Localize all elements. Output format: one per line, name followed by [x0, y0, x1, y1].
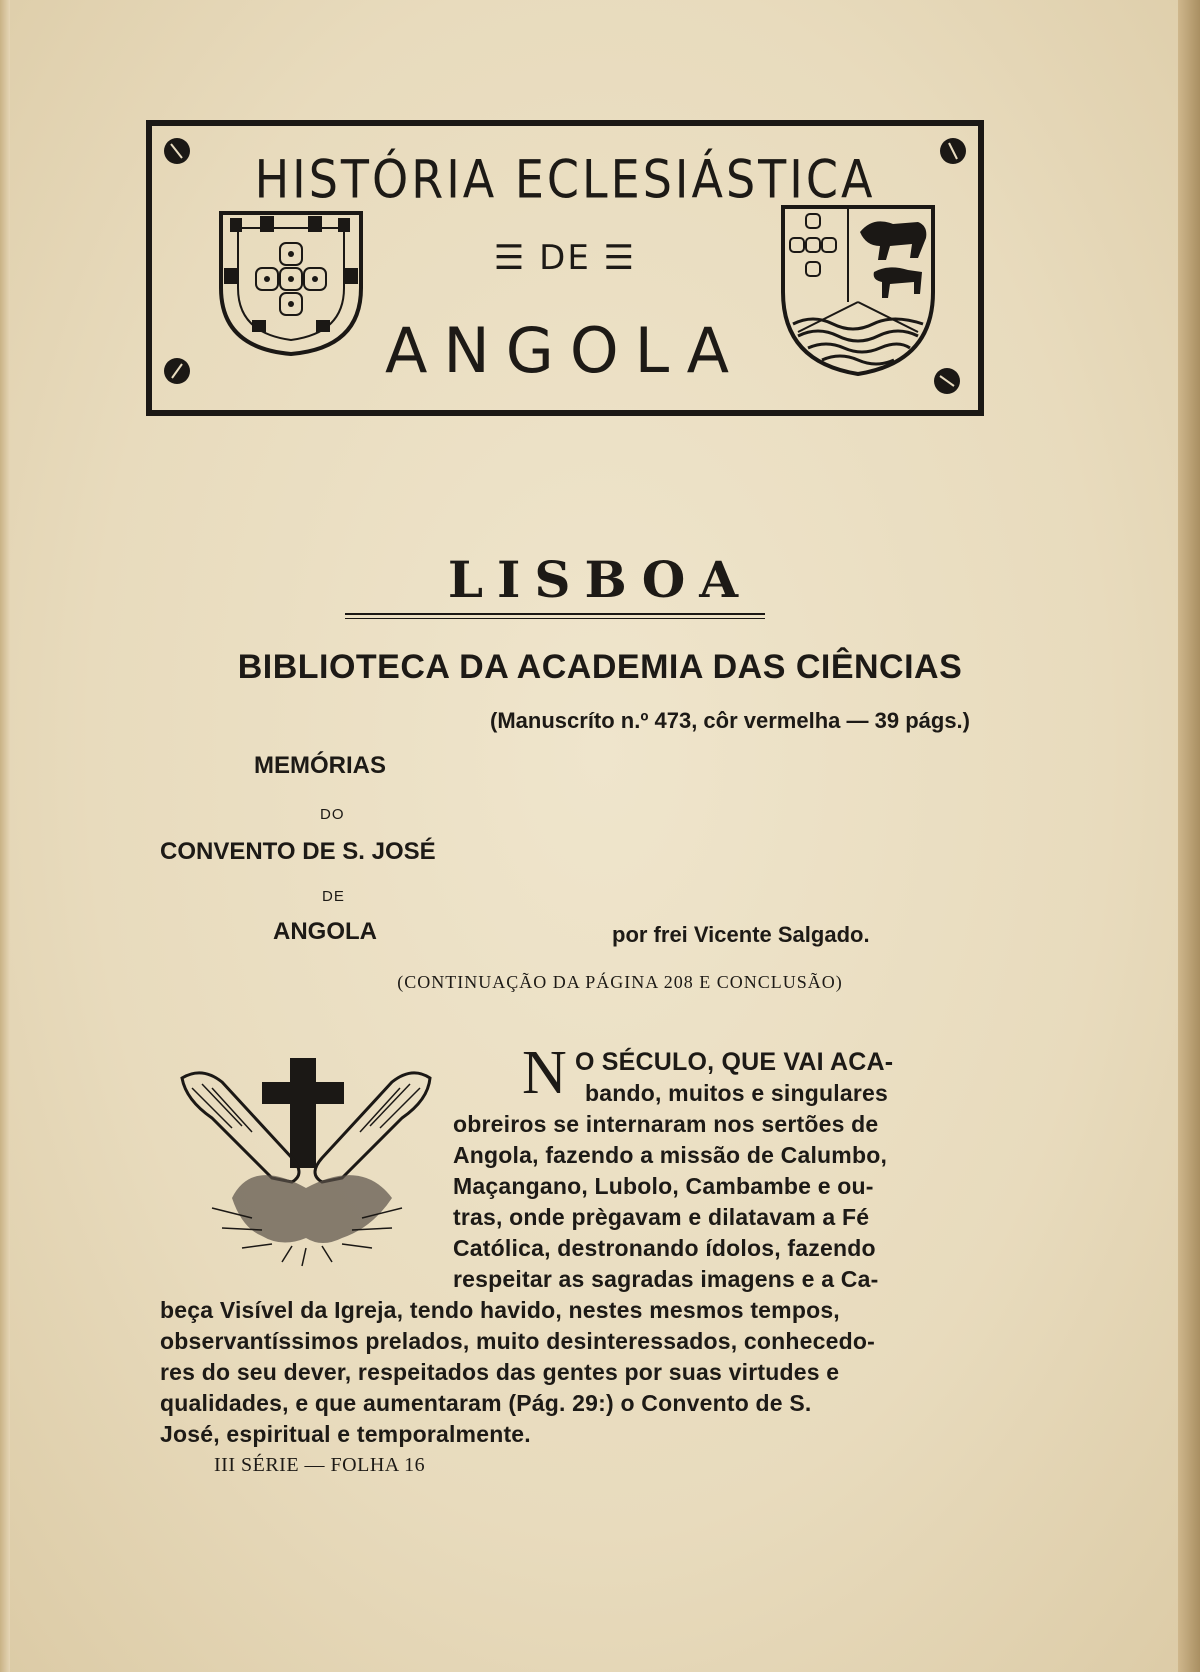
continuation-note: (CONTINUAÇÃO DA PÁGINA 208 E CONCLUSÃO)	[397, 972, 843, 992]
body-line: obreiros se internaram nos sertões de	[453, 1111, 879, 1137]
work-title-line-2: DO	[320, 806, 345, 823]
decorative-bars-icon: ☰	[590, 238, 637, 278]
header-de-text: DE	[539, 238, 591, 278]
work-title-line-4: DE	[322, 888, 345, 905]
page-edge-right	[1178, 0, 1200, 1672]
page-edge-left	[0, 0, 10, 1672]
divider	[345, 618, 765, 619]
header-banner	[146, 120, 984, 416]
cross-and-arms-illustration-icon	[172, 1048, 442, 1268]
drop-cap: N	[522, 1039, 567, 1107]
signature-mark: III SÉRIE — FOLHA 16	[214, 1454, 426, 1476]
manuscript-reference: (Manuscríto n.º 473, côr vermelha — 39 págs.)	[490, 708, 970, 733]
work-title-line-3: CONVENTO DE S. JOSÉ	[160, 838, 436, 865]
body-line: Católica, destronando ídolos, fazendo	[453, 1235, 876, 1261]
author-credit: por frei Vicente Salgado.	[612, 922, 870, 947]
city-title: LISBOA	[447, 550, 753, 609]
header-title-de	[152, 238, 978, 278]
body-line: José, espiritual e temporalmente.	[160, 1421, 531, 1447]
body-line: observantíssimos prelados, muito desinteressados, conhecedo-	[160, 1328, 875, 1354]
header-title-bottom: ANGOLA	[384, 314, 745, 387]
body-line: O SÉCULO, QUE VAI ACA-	[575, 1048, 894, 1076]
body-line: Maçangano, Lubolo, Cambambe e ou-	[453, 1173, 874, 1199]
body-line: Angola, fazendo a missão de Calumbo,	[453, 1142, 888, 1168]
body-line: res do seu dever, respeitados das gentes por suas virtudes e	[160, 1359, 840, 1385]
institution-heading: BIBLIOTECA DA ACADEMIA DAS CIÊNCIAS	[237, 648, 963, 686]
body-line: tras, onde prègavam e dilatavam a Fé	[453, 1204, 870, 1230]
body-line: respeitar as sagradas imagens e a Ca-	[453, 1266, 879, 1292]
body-line: bando, muitos e singulares	[585, 1080, 888, 1106]
body-line: qualidades, e que aumentaram (Pág. 29:) o Convento de S.	[160, 1390, 812, 1416]
divider	[345, 613, 765, 615]
work-title-line-5: ANGOLA	[273, 918, 377, 945]
work-title-line-1: MEMÓRIAS	[254, 752, 386, 779]
header-title-top: HISTÓRIA ECLESIÁSTICA	[254, 147, 876, 211]
body-line: beça Visível da Igreja, tendo havido, nestes mesmos tempos,	[160, 1297, 840, 1323]
decorative-bars-icon: ☰	[493, 238, 540, 278]
